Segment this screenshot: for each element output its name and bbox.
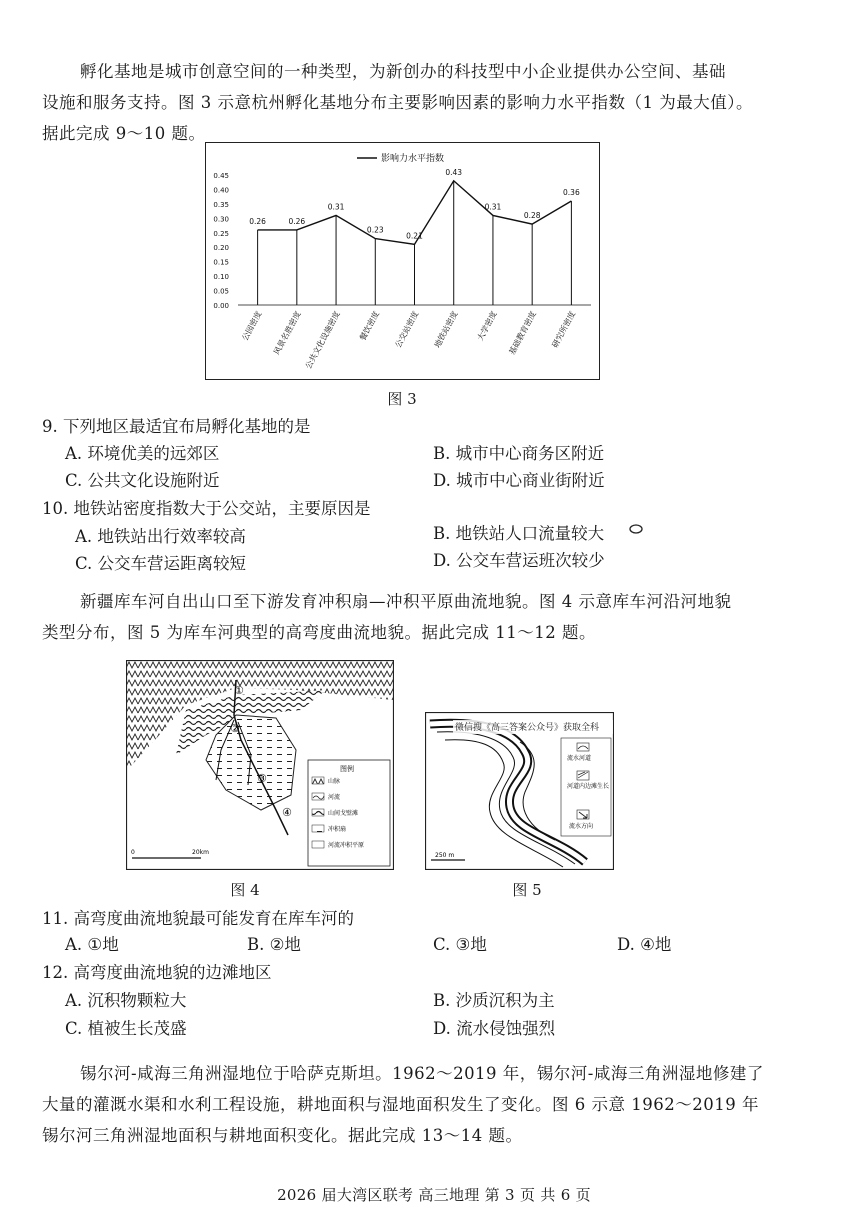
q10-stem: 10. 地铁站密度指数大于公交站，主要原因是 [42, 499, 371, 518]
y-tick-label: 0.45 [213, 172, 229, 180]
q11-option-b: B. ②地 [247, 935, 301, 954]
pencil-mark-icon [626, 522, 646, 536]
figure-5-map [425, 712, 614, 870]
y-tick-label: 0.10 [213, 273, 229, 282]
watermark-text: 微信搜《高三答案公众号》获取全科 [455, 723, 600, 733]
q10-option-b: B. 地铁站人口流量较大 [433, 524, 605, 543]
legend-bar-growth: 河道内边滩生长 [567, 783, 610, 790]
intro-line-3: 据此完成 9～10 题。 [42, 124, 206, 143]
intro-line-2: 设施和服务支持。图 3 示意杭州孵化基地分布主要影响因素的影响力水平指数（1 为最大值）。 [42, 93, 753, 112]
value-label-5: 0.43 [445, 167, 463, 177]
y-tick-label: 0.35 [213, 200, 229, 209]
y-tick-label: 0.05 [213, 287, 229, 296]
scale-label: 250 m [435, 852, 455, 859]
q11-stem: 11. 高弯度曲流地貌最可能发育在库车河的 [42, 909, 354, 928]
q9-option-b: B. 城市中心商务区附近 [433, 444, 605, 463]
q12-option-c: C. 植被生长茂盛 [65, 1019, 187, 1038]
q9-option-a: A. 环境优美的远郊区 [65, 444, 220, 463]
q11-option-a: A. ①地 [65, 935, 119, 954]
intro-line-1: 孵化基地是城市创意空间的一种类型，为新创办的科技型中小企业提供办公空间、基础 [80, 62, 726, 81]
scale-label: 20km [192, 849, 209, 856]
intro2-line-1: 新疆库车河自出山口至下游发育冲积扇—冲积平原曲流地貌。图 4 示意库车河沿河地貌 [80, 592, 732, 611]
legend-label: 影响力水平指数 [381, 154, 445, 164]
value-label-6: 0.31 [484, 202, 502, 212]
x-tick-label-4: 公交站密度 [393, 309, 421, 350]
figure-4-map [126, 660, 394, 870]
q12-option-a: A. 沉积物颗粒大 [65, 991, 187, 1010]
q10-option-d: D. 公交车营运班次较少 [433, 551, 605, 570]
x-tick-label-8: 研究所密度 [550, 309, 578, 350]
value-label-7: 0.28 [523, 211, 541, 221]
q12-stem: 12. 高弯度曲流地貌的边滩地区 [42, 963, 272, 982]
q11-option-d: D. ④地 [617, 935, 672, 954]
legend-plain: 河流冲积平原 [328, 842, 365, 849]
figure-3-caption: 图 3 [387, 390, 417, 408]
x-tick-label-0: 公园密度 [240, 309, 264, 343]
x-tick-label-2: 公共文化设施密度 [303, 309, 342, 371]
legend-channel: 流水河道 [567, 755, 592, 762]
legend-title: 图例 [340, 765, 354, 773]
point-4-label: ④ [282, 806, 292, 819]
figure-4-caption: 图 4 [230, 881, 260, 899]
intro2-line-2: 类型分布，图 5 为库车河典型的高弯度曲流地貌。据此完成 11～12 题。 [42, 623, 596, 642]
point-1-label: ① [234, 684, 244, 697]
value-label-8: 0.36 [563, 188, 580, 197]
x-tick-label-1: 风景名胜密度 [272, 309, 303, 357]
y-tick-label: 0.40 [213, 186, 229, 195]
y-tick-label: 0.20 [213, 244, 229, 253]
figure-5-caption: 图 5 [512, 881, 542, 899]
legend-fan: 冲积扇 [328, 826, 347, 833]
y-tick-label: 0.30 [213, 215, 229, 224]
y-tick-label: 0.15 [213, 258, 229, 267]
x-tick-label-7: 基础教育密度 [507, 309, 538, 357]
value-label-0: 0.26 [249, 216, 266, 226]
point-2-label: ② [230, 722, 240, 735]
q9-option-c: C. 公共文化设施附近 [65, 471, 220, 490]
value-label-2: 0.31 [327, 202, 345, 212]
legend-flow: 流水方向 [569, 823, 594, 830]
value-label-4: 0.21 [406, 231, 423, 241]
x-tick-label-3: 餐饮密度 [358, 309, 382, 343]
x-tick-label-6: 大学密度 [475, 309, 499, 343]
intro3-line-1: 锡尔河-咸海三角洲湿地位于哈萨克斯坦。1962～2019 年，锡尔河-咸海三角洲湿地修建了 [80, 1064, 764, 1083]
q10-option-c: C. 公交车营运距离较短 [75, 554, 247, 573]
y-tick-label: 0.00 [213, 302, 229, 310]
y-tick-label: 0.25 [213, 229, 229, 238]
value-label-3: 0.23 [366, 225, 384, 235]
legend-mountain: 山脉 [328, 778, 341, 785]
page-footer: 2026 届大湾区联考 高三地理 第 3 页 共 6 页 [277, 1186, 591, 1204]
intro3-line-2: 大量的灌溉水渠和水利工程设施，耕地面积与湿地面积发生了变化。图 6 示意 1962～2019 年 [42, 1095, 759, 1114]
point-3-label: ③ [257, 772, 267, 785]
q12-option-b: B. 沙质沉积为主 [433, 991, 555, 1010]
scale-zero: 0 [131, 849, 135, 856]
q9-option-d: D. 城市中心商业街附近 [433, 471, 605, 490]
q12-option-d: D. 流水侵蚀强烈 [433, 1019, 556, 1038]
legend-river: 河流 [328, 794, 341, 801]
q10-option-a: A. 地铁站出行效率较高 [75, 527, 246, 546]
figure-3-chart [205, 142, 600, 380]
intro3-line-3: 锡尔河三角洲湿地面积与耕地面积变化。据此完成 13～14 题。 [42, 1126, 523, 1145]
x-tick-label-5: 地铁站密度 [432, 309, 460, 350]
q11-option-c: C. ③地 [433, 935, 487, 954]
value-label-1: 0.26 [288, 216, 306, 226]
legend-gobi: 山间戈壁滩 [328, 810, 359, 817]
q9-stem: 9. 下列地区最适宜布局孵化基地的是 [42, 417, 311, 436]
